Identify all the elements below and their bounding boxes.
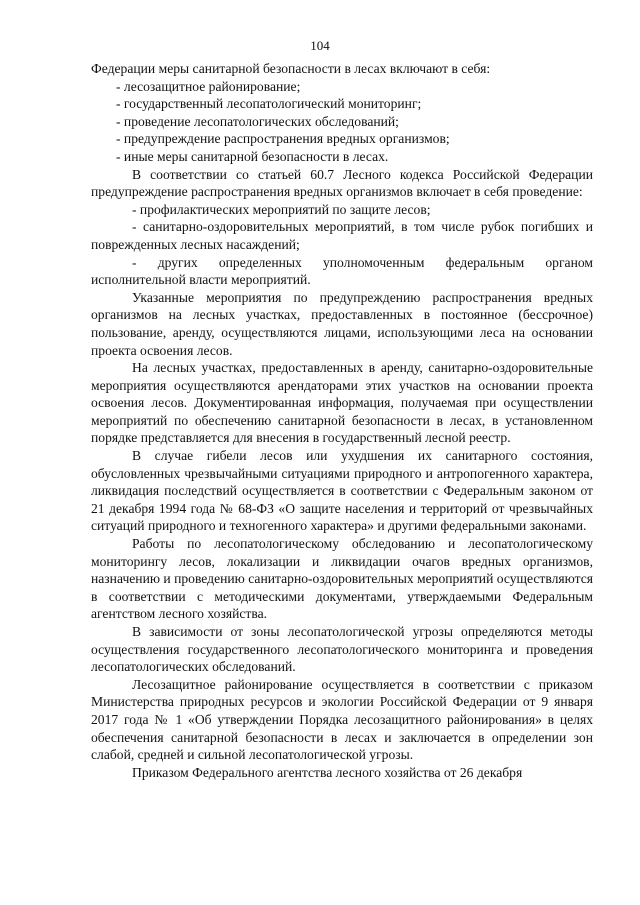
page-body bbox=[91, 60, 593, 781]
list-item: - иные меры санитарной безопасности в лесах. bbox=[116, 148, 389, 164]
list-item: - проведение лесопатологических обследований; bbox=[116, 113, 399, 129]
paragraph: Указанные мероприятия по предупреждению распространения вредных организмов на лесных участках, предоставленных в постоянное (бессрочное) пользование, аренду, осуществляются лицами, использующими леса на основании проекта освоения лесов. bbox=[91, 289, 593, 358]
list-item: - других определенных уполномоченным федеральным органом исполнительной власти мероприятий. bbox=[91, 254, 593, 288]
list-item: - профилактических мероприятий по защите лесов; bbox=[132, 201, 431, 217]
paragraph: В зависимости от зоны лесопатологической угрозы определяются методы осуществления государственного лесопатологического мониторинга и проведения лесопатологических обследований. bbox=[91, 624, 593, 675]
paragraph: Лесозащитное районирование осуществляется в соответствии с приказом Министерства природных ресурсов и экологии Российской Федерации от 9 января 2017 года № 1 «Об утверждении Порядка лесозащитного районирования» в целях обеспечения санитарной безопасности в лесах и заключается в определении зон слабой, средней и сильной лесопатологической угрозы. bbox=[91, 676, 593, 763]
page-number: 104 bbox=[310, 38, 330, 53]
list-item: - санитарно-оздоровительных мероприятий, в том числе рубок погибших и поврежденных лесных насаждений; bbox=[91, 219, 593, 252]
list-item: - государственный лесопатологический мониторинг; bbox=[116, 96, 422, 112]
paragraph: Приказом Федерального агентства лесного хозяйства от 26 декабря bbox=[132, 764, 523, 780]
paragraph-intro: Федерации меры санитарной безопасности в лесах включают в себя: bbox=[91, 61, 491, 76]
paragraph: В соответствии со статьей 60.7 Лесного кодекса Российской Федерации предупреждение распространения вредных организмов включает в себя проведение: bbox=[91, 166, 593, 200]
paragraph: Работы по лесопатологическому обследованию и лесопатологическому мониторингу лесов, локализации и ликвидации очагов вредных организмов, назначению и проведению санитарно-оздоровительных мероприятий осуществляются в соответствии с методическими документами, утверждаемыми Федеральным агентством лесного хозяйства. bbox=[91, 536, 593, 622]
list-item: - лесозащитное районирование; bbox=[116, 78, 301, 94]
paragraph: В случае гибели лесов или ухудшения их санитарного состояния, обусловленных чрезвычайными ситуациями природного и антропогенного характера, ликвидация последствий осуществляется в соответствии с Федеральным законом от 21 декабря 1994 года № 68-ФЗ «О защите населения и территорий от чрезвычайных ситуаций природного и техногенного характера» и другими федеральными законами. bbox=[91, 448, 593, 534]
list-item: - предупреждение распространения вредных организмов; bbox=[116, 131, 450, 147]
paragraph: На лесных участках, предоставленных в аренду, санитарно-оздоровительные мероприятия осуществляются арендаторами этих участков на основании проекта освоения лесов. Документированная информация, получаемая при осуществлении мероприятий по обеспечению санитарной безопасности в лесах, в установленном порядке представляется для внесения в государственный лесной реестр. bbox=[91, 360, 593, 446]
